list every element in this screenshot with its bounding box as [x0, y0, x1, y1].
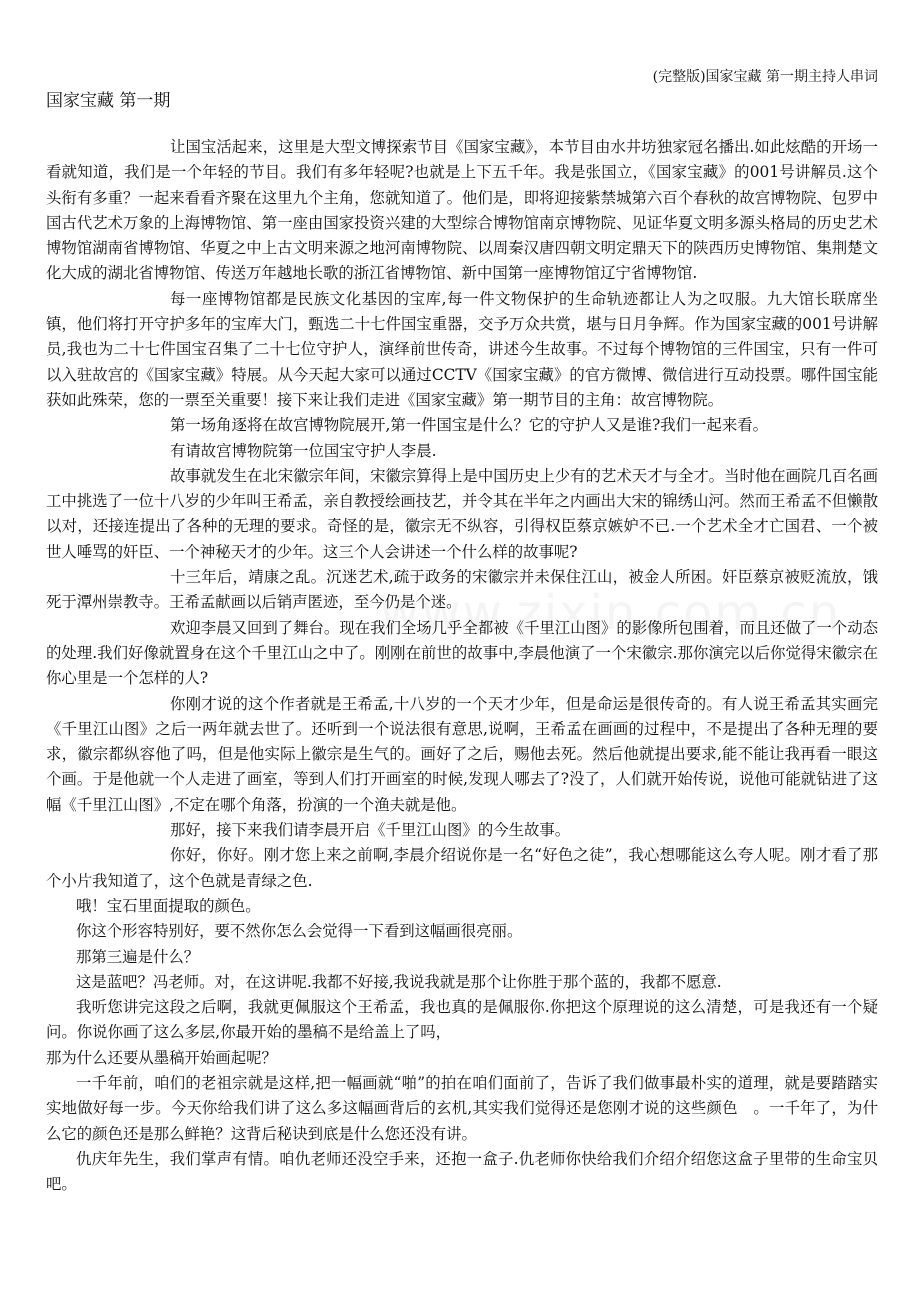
paragraph: 仇庆年先生，我们掌声有情。咱仇老师还没空手来，还抱一盒子.仇老师你快给我们介绍介绍您这盒子里带的生命宝贝吧。: [46, 1149, 878, 1194]
document-title: 国家宝藏 第一期: [46, 91, 171, 111]
paragraph: 哦！宝石里面提取的颜色。: [76, 896, 261, 915]
paragraph: 让国宝活起来，这里是大型文博探索节目《国家宝藏》，本节目由水井坊独家冠名播出.如此炫酷的开场一看就知道，我们是一个年轻的节目。我们有多年轻呢?也就是上下五千年。我是张国立，《国家宝藏》的001号讲解员.这个头衔有多重？一起来看看齐聚在这里九个主角，您就知道了。他们是，即将迎接紫禁城第六百个春秋的故宫博物院、包罗中国古代艺术万象的上海博物馆、第一座由国家投资兴建的大型综合博物馆南京博物院、见证华夏文明多源头格局的历史艺术博物馆湖南省博物馆、华夏之中上古文明来源之地河南博物院、以周秦汉唐四朝文明定鼎天下的陕西历史博物馆、集荆楚文化大成的湖北省博物馆、传送万年越地长歌的浙江省博物馆、新中国第一座博物馆辽宁省博物馆.: [46, 138, 878, 283]
paragraph: 每一座博物馆都是民族文化基因的宝库,每一件文物保护的生命轨迹都让人为之叹服。九大馆长联席坐镇，他们将打开守护多年的宝库大门，甄选二十七件国宝重器，交予万众共赏，堪与日月争辉。作为国家宝藏的001号讲解员,我也为二十七件国宝召集了二十七位守护人，演绎前世传奇，讲述今生故事。不过每个博物馆的三件国宝，只有一件可以入驻故宫的《国家宝藏》特展。从今天起大家可以通过CCTV《国家宝藏》的官方微博、微信进行互动投票。哪件国宝能获如此殊荣，您的一票至关重要！接下来让我们走进《国家宝藏》第一期节目的主角：故宫博物院。: [46, 289, 878, 409]
paragraph: 你刚才说的这个作者就是王希孟,十八岁的一个天才少年，但是命运是很传奇的。有人说王希孟其实画完《千里江山图》之后一两年就去世了。还听到一个说法很有意思,说啊，王希孟在画画的过程中，不是提出了各种无理的要求，徽宗都纵容他了吗，但是他实际上徽宗是生气的。画好了之后，赐他去死。然后他就提出要求,能不能让我再看一眼这个画。于是他就一个人走进了画室，等到人们打开画室的时候,发现人哪去了?没了，人们就开始传说，说他可能就钻进了这幅《千里江山图》,不定在哪个角落，扮演的一个渔夫就是他。: [46, 694, 878, 814]
paragraph: 第一场角逐将在故宫博物院展开,第一件国宝是什么？它的守护人又是谁?我们一起来看。: [170, 416, 768, 435]
document-body: [46, 135, 878, 1197]
paragraph: 你这个形容特别好，要不然你怎么会觉得一下看到这幅画很亮丽。: [76, 922, 523, 941]
paragraph: 欢迎李晨又回到了舞台。现在我们全场几乎全都被《千里江山图》的影像所包围着，而且还做了一个动态的处理.我们好像就置身在这个千里江山之中了。刚刚在前世的故事中,李晨他演了一个宋徽宗.那你演完以后你觉得宋徽宗在你心里是一个怎样的人?: [46, 618, 878, 688]
paragraph: 那好，接下来我们请李晨开启《千里江山图》的今生故事。: [170, 821, 571, 840]
paragraph: 十三年后，靖康之乱。沉迷艺术,疏于政务的宋徽宗并未保住江山，被金人所困。奸臣蔡京被贬流放，饿死于潭州崇教寺。王希孟献画以后销声匿迹，至今仍是个迷。: [46, 568, 878, 612]
paragraph: 一千年前，咱们的老祖宗就是这样,把一幅画就“啪”的拍在咱们面前了，告诉了我们做事最朴实的道理，就是要踏踏实实地做好每一步。今天你给我们讲了这么多这幅画背后的玄机,其实我们觉得还是您刚才说的这些颜色 。一千年了，为什么它的颜色还是那么鲜艳？这背后秘诀到底是什么您还没有讲。: [46, 1073, 878, 1143]
paragraph: 你好，你好。刚才您上来之前啊,李晨介绍说你是一名“好色之徒”，我心想哪能这么夸人呢。刚才看了那个小片我知道了，这个色就是青绿之色.: [46, 846, 878, 890]
paragraph: 有请故宫博物院第一位国宝守护人李晨.: [170, 441, 437, 460]
paragraph: 那第三遍是什么？: [76, 947, 200, 966]
paragraph: 这是蓝吧？冯老师。对，在这讲呢.我都不好接,我说我就是那个让你胜于那个蓝的，我都不愿意.: [76, 972, 722, 991]
document-header: (完整版)国家宝藏 第一期主持人串词: [652, 69, 878, 85]
paragraph: 故事就发生在北宋徽宗年间，宋徽宗算得上是中国历史上少有的艺术天才与全才。当时他在画院几百名画工中挑选了一位十八岁的少年叫王希孟，亲自教授绘画技艺，并令其在半年之内画出大宋的锦绣山河。然而王希孟不但懒散以对，还接连提出了各种的无理的要求。奇怪的是，徽宗无不纵容，引得权臣蔡京嫉妒不已.一个艺术全才亡国君、一个被世人唾骂的奸臣、一个神秘天才的少年。这三个人会讲述一个什么样的故事呢?: [46, 466, 878, 561]
paragraph: 那为什么还要从墨稿开始画起呢？: [46, 1048, 277, 1067]
paragraph: 我听您讲完这段之后啊，我就更佩服这个王希孟，我也真的是佩服你.你把这个原理说的这么清楚，可是我还有一个疑问。你说你画了这么多层,你最开始的墨稿不是给盖上了吗，: [46, 998, 878, 1042]
